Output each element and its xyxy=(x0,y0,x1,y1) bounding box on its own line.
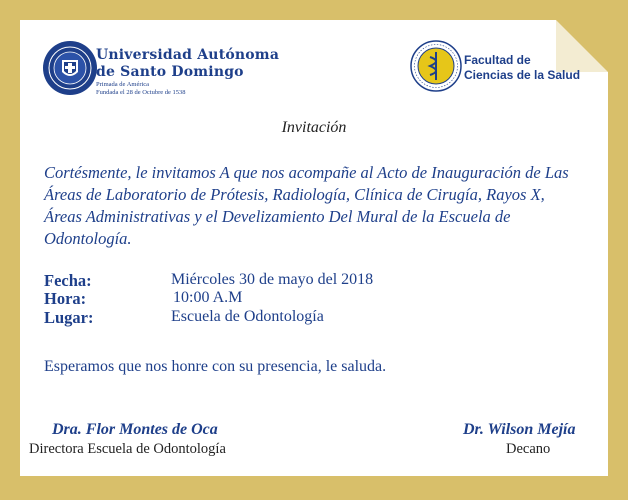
faculty-name-line2: Ciencias de la Salud xyxy=(464,68,581,82)
university-founded: Fundada el 28 de Octubre de 1538 xyxy=(96,88,186,96)
faculty-name-line1: Facultad de xyxy=(464,53,531,67)
university-name-block xyxy=(96,47,279,96)
right-signatory-role: Decano xyxy=(506,441,551,457)
faculty-name-block xyxy=(464,53,580,83)
faculty-seal-icon xyxy=(410,40,462,92)
place-label: Lugar: xyxy=(44,308,94,327)
invitation-card xyxy=(20,20,608,476)
university-motto: Primada de América xyxy=(96,81,150,88)
place-value: Escuela de Odontología xyxy=(171,308,324,325)
invitation-body: Cortésmente, le invitamos A que nos acompañe al Acto de Inauguración de Las Áreas de Laboratorio de Prótesis, Radiología, Clínica de Cirugía, Rayos X, Áreas Administrativas y el Develizamiento Del Mural de la Escuela de Odontología. xyxy=(44,163,569,248)
closing-text: Esperamos que nos honre con su presencia, le saluda. xyxy=(44,358,387,375)
date-label: Fecha: xyxy=(44,271,92,290)
university-name-line1: Universidad Autónoma xyxy=(96,47,280,63)
uasd-seal-icon xyxy=(42,38,98,98)
left-signatory-name: Dra. Flor Montes de Oca xyxy=(52,421,218,438)
date-value: Miércoles 30 de mayo del 2018 xyxy=(171,271,374,288)
time-value: 10:00 A.M xyxy=(173,289,243,306)
right-signatory-name: Dr. Wilson Mejía xyxy=(463,421,576,438)
invitation-title: Invitación xyxy=(281,119,347,136)
university-name-line2: de Santo Domingo xyxy=(96,64,244,80)
left-signatory-role: Directora Escuela de Odontología xyxy=(29,441,226,457)
time-label: Hora: xyxy=(44,289,87,308)
